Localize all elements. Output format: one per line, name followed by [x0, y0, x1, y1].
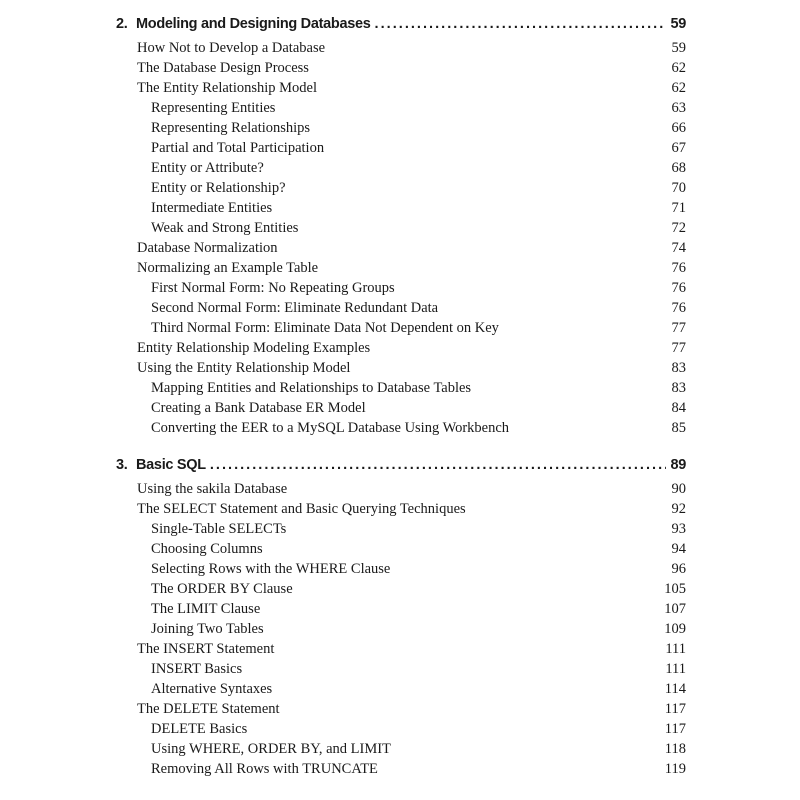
toc-entry-page: 62	[671, 80, 686, 96]
chapter-page-number: 89	[670, 457, 686, 473]
toc-entry-page: 93	[671, 521, 686, 537]
toc-entry[interactable]	[116, 659, 686, 679]
toc-entry-title: Joining Two Tables	[151, 621, 264, 637]
toc-entry-title: Third Normal Form: Eliminate Data Not Dependent on Key	[151, 320, 499, 336]
toc-entry[interactable]	[116, 759, 686, 779]
toc-entry-title: Second Normal Form: Eliminate Redundant Data	[151, 300, 439, 316]
toc-entry[interactable]	[116, 699, 686, 719]
toc-entry-page: 111	[665, 661, 686, 677]
toc-entry[interactable]	[116, 238, 686, 258]
toc-entry-title: The Entity Relationship Model	[137, 80, 318, 96]
toc-entry-page: 67	[671, 140, 686, 156]
toc-entry-page: 94	[671, 541, 686, 557]
toc-entry[interactable]	[116, 679, 686, 699]
toc-entry-page: 109	[664, 621, 686, 637]
toc-entry-page: 74	[671, 240, 686, 256]
toc-entry-page: 72	[671, 220, 686, 236]
toc-entry-title: Intermediate Entities	[151, 200, 273, 216]
chapter-entries	[116, 38, 686, 438]
toc-entry-page: 83	[671, 380, 686, 396]
toc-entry[interactable]	[116, 58, 686, 78]
toc-entry-title: Choosing Columns	[151, 541, 263, 557]
toc-entry-title: Using the Entity Relationship Model	[137, 360, 351, 376]
toc-entry[interactable]	[116, 639, 686, 659]
chapter-title: Modeling and Designing Databases	[136, 16, 371, 32]
toc-entry[interactable]	[116, 318, 686, 338]
toc-entry[interactable]	[116, 479, 686, 499]
toc-entry[interactable]	[116, 38, 686, 58]
toc-entry-title: Normalizing an Example Table	[137, 260, 319, 276]
toc-entry[interactable]	[116, 298, 686, 318]
toc-entry-page: 59	[671, 40, 686, 56]
toc-entry-page: 68	[671, 160, 686, 176]
chapter-2	[116, 16, 686, 438]
toc-entry[interactable]	[116, 278, 686, 298]
toc-entry-title: Entity or Relationship?	[151, 180, 286, 196]
chapter-3	[116, 457, 686, 779]
toc-entry-page: 92	[671, 501, 686, 517]
toc-entry-title: The DELETE Statement	[137, 701, 280, 717]
toc-entry-title: Representing Relationships	[151, 120, 311, 136]
chapter-heading[interactable]	[116, 457, 686, 479]
toc-entry-page: 83	[671, 360, 686, 376]
toc-entry-page: 105	[664, 581, 686, 597]
toc-entry[interactable]	[116, 519, 686, 539]
toc-entry[interactable]	[116, 719, 686, 739]
chapter-title: Basic SQL	[136, 457, 206, 473]
toc-entry-page: 66	[671, 120, 686, 136]
toc-entry[interactable]	[116, 418, 686, 438]
toc-entry-title: Mapping Entities and Relationships to Database Tables	[151, 380, 472, 396]
toc-entry-page: 84	[671, 400, 686, 416]
toc-entry-title: How Not to Develop a Database	[137, 40, 326, 56]
toc-entry-title: Entity or Attribute?	[151, 160, 264, 176]
toc-entry-title: Weak and Strong Entities	[151, 220, 299, 236]
toc-entry-title: The SELECT Statement and Basic Querying Techniques	[137, 501, 466, 517]
toc-entry-title: Single-Table SELECTs	[151, 521, 287, 537]
toc-entry-page: 114	[664, 681, 686, 697]
chapter-number: 3.	[116, 457, 128, 473]
toc-entry-page: 118	[664, 741, 686, 757]
toc-entry[interactable]	[116, 499, 686, 519]
chapter-page-number: 59	[670, 16, 686, 32]
toc-entry-title: Representing Entities	[151, 100, 276, 116]
dot-leader	[210, 457, 667, 473]
toc-entry-title: The Database Design Process	[137, 60, 309, 76]
chapter-entries	[116, 479, 686, 779]
toc-entry-page: 71	[671, 200, 686, 216]
chapter-number: 2.	[116, 16, 128, 32]
toc-entry-title: The INSERT Statement	[137, 641, 275, 657]
toc-entry-page: 117	[664, 721, 686, 737]
toc-entry-title: Partial and Total Participation	[151, 140, 325, 156]
toc-entry[interactable]	[116, 358, 686, 378]
toc-entry-page: 90	[671, 481, 686, 497]
toc-entry-page: 76	[671, 260, 686, 276]
toc-entry-title: First Normal Form: No Repeating Groups	[151, 280, 395, 296]
toc-entry[interactable]	[116, 338, 686, 358]
toc-entry[interactable]	[116, 579, 686, 599]
toc-entry-page: 96	[671, 561, 686, 577]
toc-entry-title: Converting the EER to a MySQL Database Using Workbench	[151, 420, 510, 436]
toc-entry-title: Creating a Bank Database ER Model	[151, 400, 366, 416]
toc-entry[interactable]	[116, 118, 686, 138]
toc-entry-title: Alternative Syntaxes	[151, 681, 273, 697]
toc-entry-title: The LIMIT Clause	[151, 601, 261, 617]
toc-entry-page: 85	[671, 420, 686, 436]
dot-leader	[375, 16, 667, 32]
toc-entry-page: 119	[664, 761, 686, 777]
toc-entry[interactable]	[116, 78, 686, 98]
toc-entry[interactable]	[116, 398, 686, 418]
toc-entry-title: Database Normalization	[137, 240, 278, 256]
toc-entry-page: 70	[671, 180, 686, 196]
toc-entry[interactable]	[116, 218, 686, 238]
toc-entry-title: Entity Relationship Modeling Examples	[137, 340, 371, 356]
toc-entry-page: 76	[671, 300, 686, 316]
toc-entry[interactable]	[116, 158, 686, 178]
toc-entry-title: DELETE Basics	[151, 721, 248, 737]
toc-entry[interactable]	[116, 98, 686, 118]
toc-entry[interactable]	[116, 539, 686, 559]
toc-entry[interactable]	[116, 559, 686, 579]
toc-entry-page: 111	[665, 641, 686, 657]
toc-entry[interactable]	[116, 619, 686, 639]
toc-entry-title: Using WHERE, ORDER BY, and LIMIT	[151, 741, 391, 757]
toc-entry-title: The ORDER BY Clause	[151, 581, 293, 597]
toc-entry-title: Selecting Rows with the WHERE Clause	[151, 561, 391, 577]
toc-entry[interactable]	[116, 138, 686, 158]
toc-entry[interactable]	[116, 198, 686, 218]
toc-entry-page: 63	[671, 100, 686, 116]
toc-entry[interactable]	[116, 378, 686, 398]
toc-entry[interactable]	[116, 599, 686, 619]
toc-entry-title: INSERT Basics	[151, 661, 243, 677]
toc-entry-page: 77	[671, 320, 686, 336]
toc-entry-page: 76	[671, 280, 686, 296]
toc-entry[interactable]	[116, 258, 686, 278]
toc-entry-title: Removing All Rows with TRUNCATE	[151, 761, 378, 777]
toc-entry-page: 77	[671, 340, 686, 356]
toc-entry[interactable]	[116, 178, 686, 198]
toc-entry-title: Using the sakila Database	[137, 481, 288, 497]
toc-entry[interactable]	[116, 739, 686, 759]
chapter-heading[interactable]	[116, 16, 686, 38]
toc-entry-page: 107	[664, 601, 686, 617]
toc-entry-page: 117	[664, 701, 686, 717]
toc-entry-page: 62	[671, 60, 686, 76]
